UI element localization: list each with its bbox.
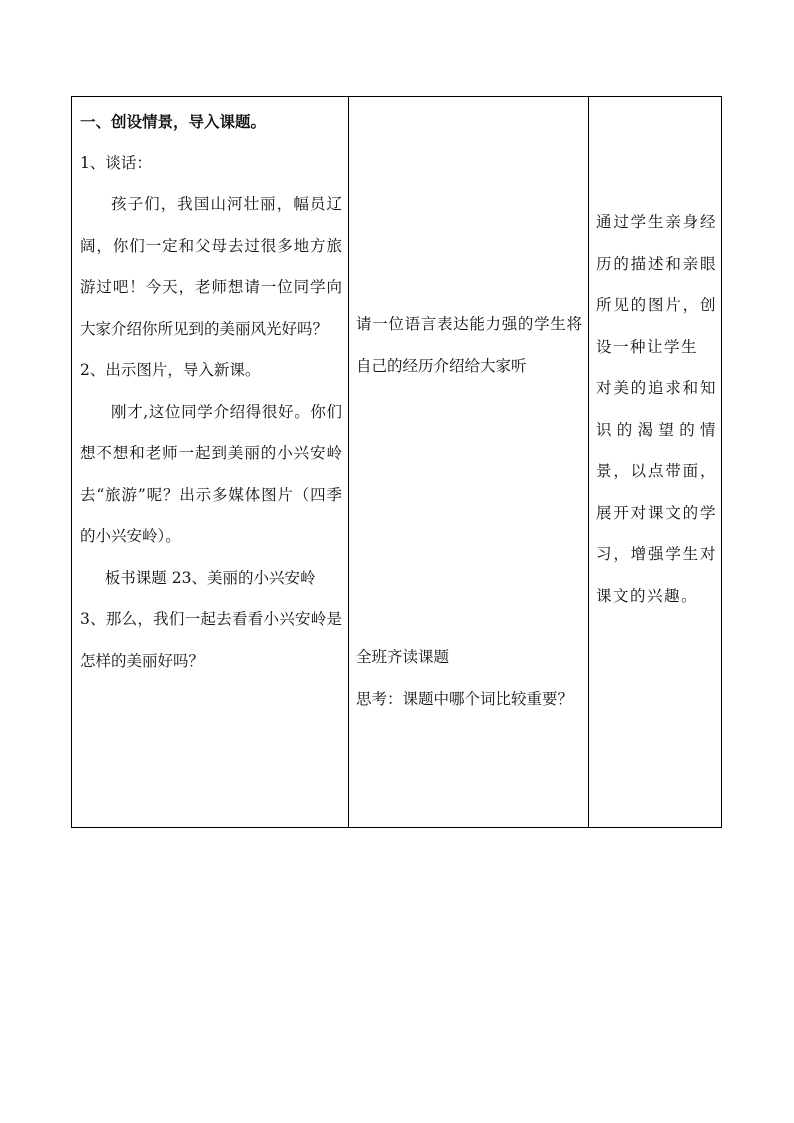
design-intent-line1: 通过学生亲身经历的描述和亲眼所见的图片，创设一种让学生	[596, 213, 717, 356]
item2-text: 刚才,这位同学介绍得很好。你们想不想和老师一起到美丽的小兴安岭去“旅游”呢？出示多媒体图片（四季的小兴安岭）。	[80, 402, 342, 545]
student-activity-2: 全班齐读课题	[356, 648, 450, 666]
student-activity-cell	[349, 97, 589, 828]
design-intent-cell	[589, 97, 722, 828]
section-heading: 一、创设情景，导入课题。	[80, 112, 267, 131]
student-activity-3: 思考：课题中哪个词比较重要？	[356, 689, 574, 708]
item2-title: 2、出示图片，导入新课。	[80, 361, 261, 379]
board-title: 板书课题 23、美丽的小兴安岭	[104, 568, 316, 587]
teacher-activity-cell	[72, 97, 349, 828]
item1-title: 1、谈话：	[80, 153, 152, 172]
lesson-plan-table	[71, 96, 722, 828]
item3-text: 3、那么，我们一起去看看小兴安岭是怎样的美丽好吗？	[80, 610, 342, 670]
design-intent-line2: 对美的追求和知识的渴望的情景，以点带面，展开对课文的学习，增强学生对课文的兴趣。	[596, 379, 717, 605]
item1-text: 孩子们，我国山河壮丽，幅员辽阔，你们一定和父母去过很多地方旅游过吧！今天，老师想请一位同学向大家介绍你所见到的美丽风光好吗？	[80, 195, 342, 338]
table-row	[72, 97, 722, 828]
student-activity-1: 请一位语言表达能力强的学生将自己的经历介绍给大家听	[356, 315, 582, 375]
